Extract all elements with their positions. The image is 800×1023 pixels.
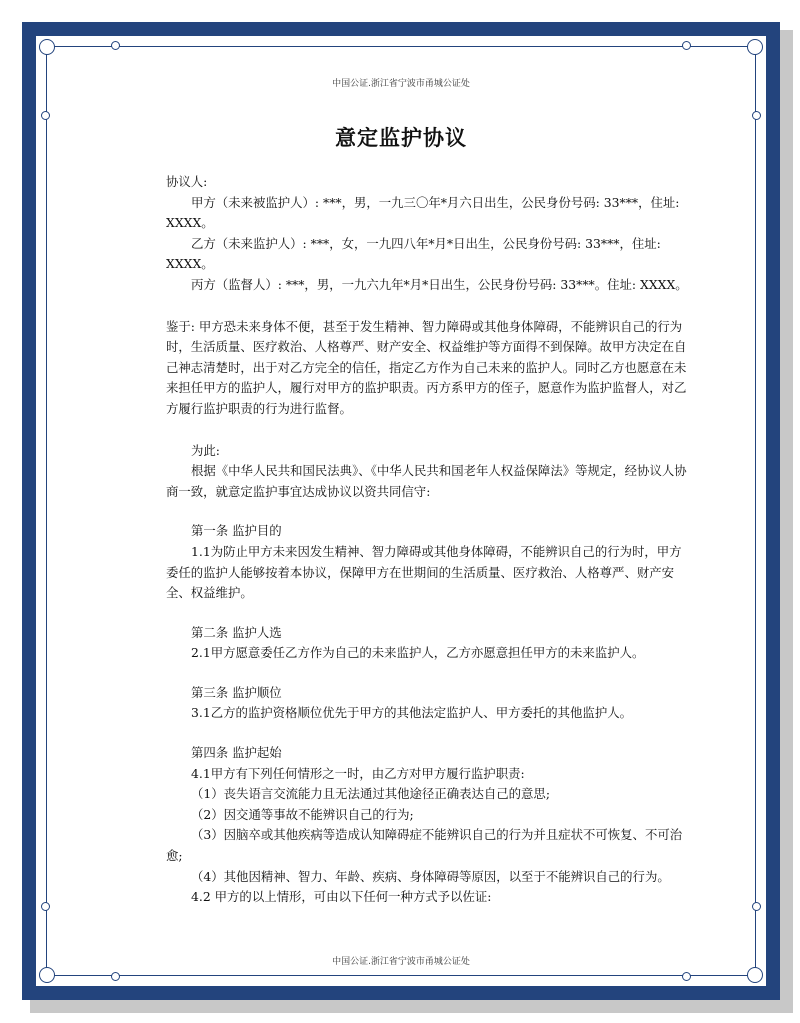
recital-paragraph: 鉴于: 甲方恐未来身体不便，甚至于发生精神、智力障碍或其他身体障碍，不能辨识自己的行为时，生活质量、医疗救治、人格尊严、财产安全、权益维护等方面得不到保障。故甲方决定在自己神志清楚时，出于对乙方完全的信任，指定乙方作为自己未来的监护人。同时乙方也愿意在未来担任甲方的监护人，履行对甲方的监护职责。丙方系甲方的侄子，愿意作为监护监督人，对乙方履行监护职责的行为进行监督。 xyxy=(166,318,687,416)
article-1-text: 1.1为防止甲方未来因发生精神、智力障碍或其他身体障碍，不能辨识自己的行为时，甲方委任的监护人能够按着本协议，保障甲方在世期间的生活质量、医疗救治、人格尊严、财产安全、权益维护。 xyxy=(166,543,682,601)
basis-heading: 为此: xyxy=(191,442,220,458)
article-4-next: 4.2 甲方的以上情形，可由以下任何一种方式予以佐证: xyxy=(191,889,492,905)
border-notch xyxy=(682,972,691,981)
parties-heading: 协议人: xyxy=(166,174,208,189)
party-c: 丙方（监督人）: ***，男，一九六九年*月*日出生，公民身份号码: 33***。住址: XXXX。 xyxy=(191,276,688,292)
border-notch xyxy=(41,111,50,120)
party-a: 甲方（未来被监护人）: ***，男，一九三〇年*月六日出生，公民身份号码: 33***，住址: XXXX。 xyxy=(166,194,680,231)
article-4-item: （1）丧失语言交流能力且无法通过其他途径正确表达自己的意思; xyxy=(191,786,550,802)
corner-ornament xyxy=(39,967,55,983)
article-2-text: 2.1甲方愿意委任乙方作为自己的未来监护人，乙方亦愿意担任甲方的未来监护人。 xyxy=(191,645,645,661)
border-notch xyxy=(752,902,761,911)
border-notch xyxy=(752,111,761,120)
article-4-item: （4）其他因精神、智力、年龄、疾病、身体障碍等原因，以至于不能辨识自己的行为。 xyxy=(191,868,670,884)
document-page xyxy=(36,36,766,986)
article-3-title: 第三条 监护顺位 xyxy=(191,684,282,700)
article-4-title: 第四条 监护起始 xyxy=(191,745,282,761)
party-b: 乙方（未来监护人）: ***，女，一九四八年*月*日出生，公民身份号码: 33***，住址: XXXX。 xyxy=(166,235,661,272)
border-notch xyxy=(682,41,691,50)
article-1-title: 第一条 监护目的 xyxy=(191,523,282,539)
document-body xyxy=(166,172,691,908)
corner-ornament xyxy=(747,967,763,983)
page-header: 中国公证.浙江省宁波市甬城公证处 xyxy=(332,79,470,89)
document-title: 意定监护协议 xyxy=(335,125,467,150)
article-4-item: （2）因交通等事故不能辨识自己的行为; xyxy=(191,806,414,822)
article-3-text: 3.1乙方的监护资格顺位优先于甲方的其他法定监护人、甲方委托的其他监护人。 xyxy=(191,705,632,721)
border-notch xyxy=(41,902,50,911)
page-footer: 中国公证.浙江省宁波市甬城公证处 xyxy=(332,957,470,967)
border-notch xyxy=(111,41,120,50)
article-2-title: 第二条 监护人选 xyxy=(191,624,282,640)
basis-paragraph: 根据《中华人民共和国民法典》、《中华人民共和国老年人权益保障法》等规定，经协议人协商一致，就意定监护事宜达成协议以资共同信守: xyxy=(166,463,687,499)
corner-ornament xyxy=(747,39,763,55)
border-notch xyxy=(111,972,120,981)
article-4-item: （3）因脑卒或其他疾病等造成认知障碍症不能辨识自己的行为并且症状不可恢复、不可治愈; xyxy=(166,827,683,864)
article-4-intro: 4.1甲方有下列任何情形之一时，由乙方对甲方履行监护职责: xyxy=(191,765,525,781)
corner-ornament xyxy=(39,39,55,55)
